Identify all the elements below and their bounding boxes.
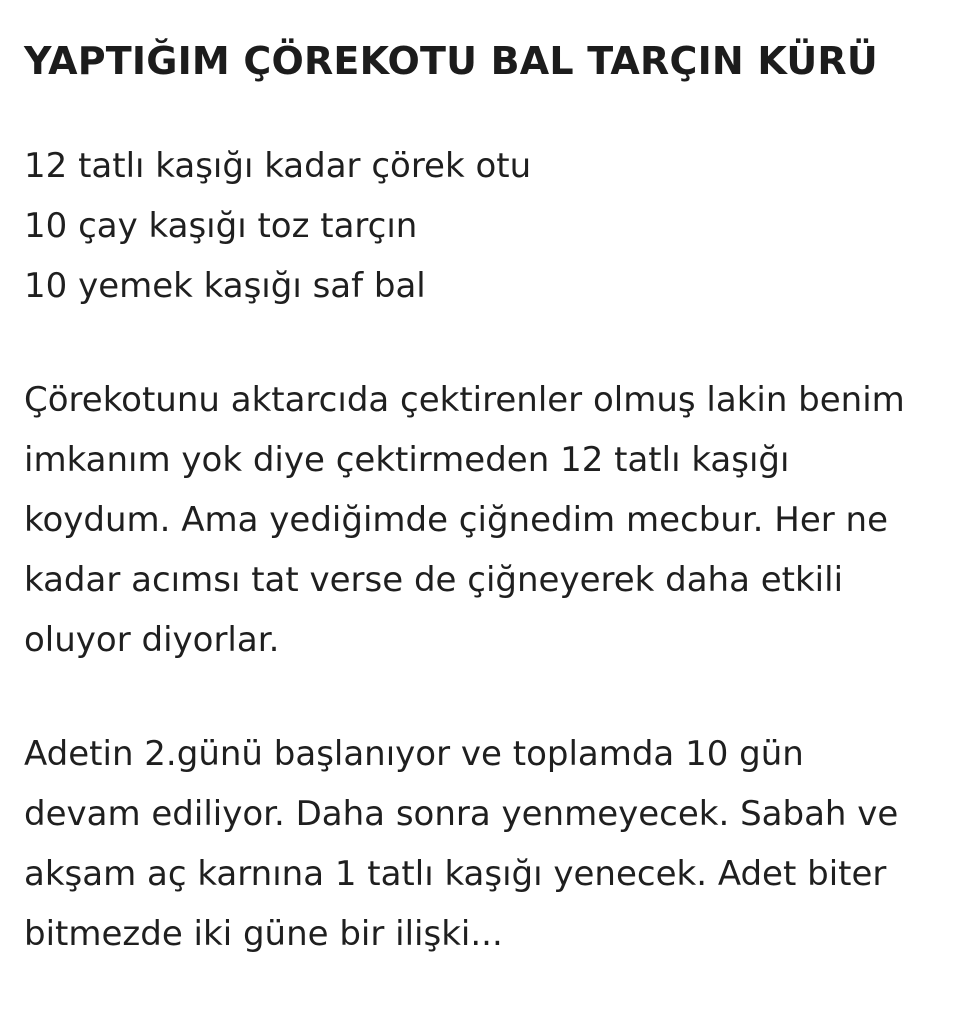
- paragraph-line: devam ediliyor. Daha sonra yenmeyecek. Sabah ve: [24, 793, 899, 834]
- paragraph-usage: [24, 724, 972, 964]
- paragraph-line: oluyor diyorlar.: [24, 619, 280, 660]
- paragraph-line: koydum. Ama yediğimde çiğnedim mecbur. Her ne: [24, 499, 889, 540]
- list-item: 10 yemek kaşığı saf bal: [24, 265, 426, 306]
- list-item: 12 tatlı kaşığı kadar çörek otu: [24, 145, 532, 186]
- paragraph-line: Adetin 2.günü başlanıyor ve toplamda 10 gün: [24, 733, 804, 774]
- paragraph-line: kadar acımsı tat verse de çiğneyerek daha etkili: [24, 559, 844, 600]
- paragraph-line: Çörekotunu aktarcıda çektirenler olmuş lakin benim: [24, 379, 905, 420]
- page-title: YAPTIĞIM ÇÖREKOTU BAL TARÇIN KÜRÜ: [24, 39, 878, 83]
- paragraph-line: imkanım yok diye çektirmeden 12 tatlı kaşığı: [24, 439, 790, 480]
- paragraph-line: akşam aç karnına 1 tatlı kaşığı yenecek. Adet biter: [24, 853, 887, 894]
- ingredients-list: [24, 136, 972, 316]
- paragraph-line: bitmezde iki güne bir ilişki...: [24, 913, 503, 954]
- paragraph-preparation: [24, 370, 972, 670]
- list-item: 10 çay kaşığı toz tarçın: [24, 205, 418, 246]
